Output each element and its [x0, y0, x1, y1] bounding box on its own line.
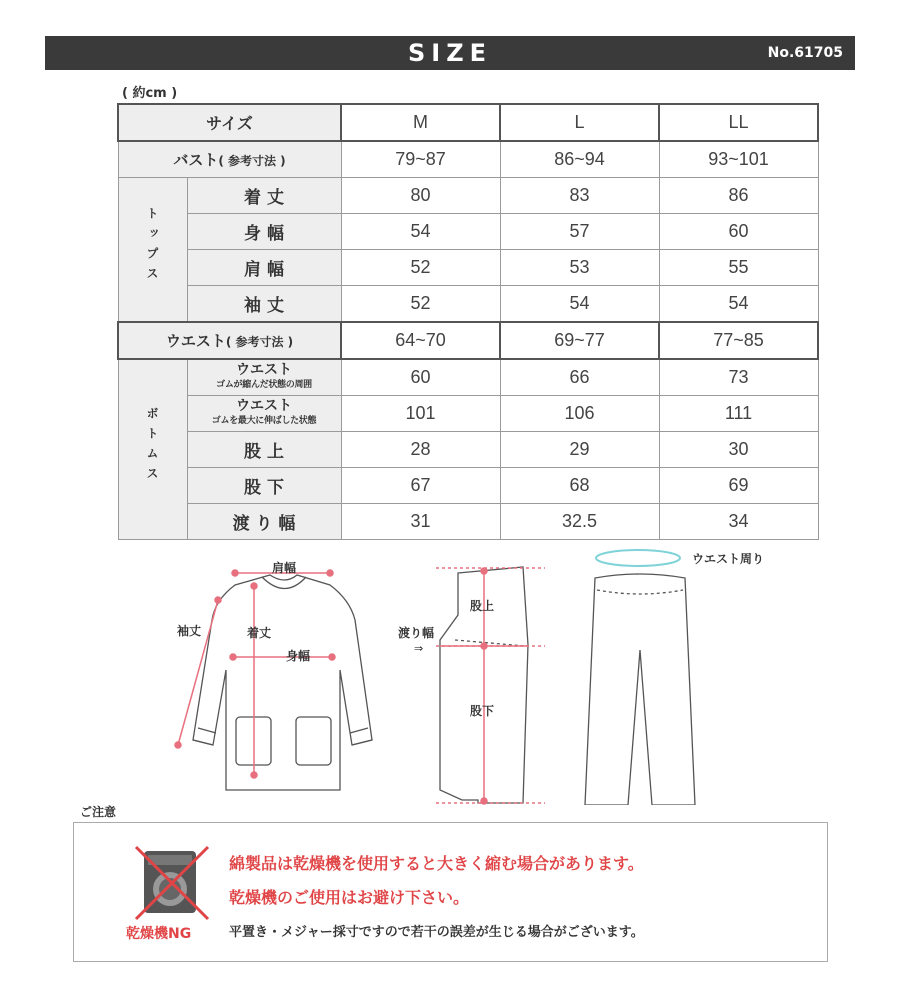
bottoms-value: 73 — [659, 359, 818, 396]
tops-value: 54 — [341, 214, 500, 250]
bottoms-row-label-cell — [187, 396, 341, 432]
bottoms-value: 101 — [341, 396, 500, 432]
bottoms-value: 28 — [341, 432, 500, 468]
waist-row — [118, 322, 818, 359]
tops-value: 52 — [341, 250, 500, 286]
thigh-label: 渡り幅 — [398, 626, 435, 640]
tops-value: 54 — [500, 286, 659, 323]
bottoms-value: 66 — [500, 359, 659, 396]
size-col-ll: LL — [659, 104, 818, 141]
bottoms-value: 32.5 — [500, 504, 659, 540]
bottoms-row-sub: ゴムが縮んだ状態の周囲 — [216, 379, 312, 390]
tops-row-label: 身 幅 — [187, 214, 341, 250]
bottoms-row-label: ウエスト — [236, 361, 292, 378]
top-measure-lines — [175, 570, 335, 778]
bottoms-row-label-cell — [187, 359, 341, 396]
tops-value: 53 — [500, 250, 659, 286]
bottoms-row — [118, 432, 818, 468]
bust-m: 79~87 — [341, 141, 500, 178]
bottoms-row-label: 股 下 — [187, 468, 341, 504]
size-header-label: サイズ — [118, 104, 341, 141]
size-col-m: M — [341, 104, 500, 141]
bottoms-value: 68 — [500, 468, 659, 504]
bottoms-row — [118, 359, 818, 396]
tops-row — [118, 286, 818, 323]
header-bar — [45, 36, 855, 70]
product-number: No.61705 — [767, 45, 843, 61]
tops-value: 52 — [341, 286, 500, 323]
bust-ll: 93~101 — [659, 141, 818, 178]
waist-label-cell — [118, 322, 341, 359]
tops-row — [118, 214, 818, 250]
bust-label: バスト — [173, 151, 219, 169]
waist-m: 64~70 — [341, 322, 500, 359]
tops-row-label: 肩 幅 — [187, 250, 341, 286]
body-width-label: 身幅 — [286, 649, 311, 663]
waist-label: ウエスト — [165, 332, 226, 350]
measurement-diagram — [160, 545, 800, 805]
notice-box — [73, 822, 828, 962]
tops-row — [118, 250, 818, 286]
bottoms-row-label: ウエスト — [236, 397, 292, 414]
top-garment-illustration — [193, 575, 372, 790]
bottoms-row — [118, 504, 818, 540]
dryer-prohibited-icon — [132, 843, 212, 923]
waist-ll: 77~85 — [659, 322, 818, 359]
bottoms-row — [118, 468, 818, 504]
bottoms-value: 29 — [500, 432, 659, 468]
waist-l: 69~77 — [500, 322, 659, 359]
waist-ring-icon — [596, 550, 680, 566]
bust-row — [118, 141, 818, 178]
pants-front-illustration — [585, 574, 695, 805]
bottoms-value: 69 — [659, 468, 818, 504]
notice-message-2: 乾燥機のご使用はお避け下さい。 — [229, 888, 470, 907]
bottoms-group-cell — [118, 359, 187, 540]
bust-l: 86~94 — [500, 141, 659, 178]
bottoms-row — [118, 396, 818, 432]
size-table — [117, 103, 819, 540]
waist-around-label: ウエスト周り — [692, 552, 765, 566]
bottoms-value: 111 — [659, 396, 818, 432]
tops-value: 60 — [659, 214, 818, 250]
tops-value: 55 — [659, 250, 818, 286]
tops-value: 57 — [500, 214, 659, 250]
inseam-label: 股下 — [470, 704, 495, 718]
bottoms-value: 60 — [341, 359, 500, 396]
waist-sub: ( 参考寸法 ) — [225, 335, 294, 349]
notice-message-1: 綿製品は乾燥機を使用すると大きく縮む場合があります。 — [229, 854, 644, 873]
notice-label: ご注意 — [80, 805, 117, 819]
tops-value: 80 — [341, 178, 500, 214]
size-col-l: L — [500, 104, 659, 141]
bust-sub: ( 参考寸法 ) — [218, 154, 286, 168]
size-header-row — [118, 104, 818, 141]
tops-row-label: 袖 丈 — [187, 286, 341, 323]
bottoms-value: 34 — [659, 504, 818, 540]
tops-value: 83 — [500, 178, 659, 214]
bottoms-row-label: 渡 り 幅 — [187, 504, 341, 540]
tops-value: 86 — [659, 178, 818, 214]
bottoms-value: 31 — [341, 504, 500, 540]
tops-group-label: トップス — [145, 207, 159, 287]
tops-row-label: 着 丈 — [187, 178, 341, 214]
bust-label-cell — [118, 141, 341, 178]
bottoms-value: 106 — [500, 396, 659, 432]
bottoms-group-label: ボトムス — [145, 407, 159, 487]
sleeve-label: 袖丈 — [177, 624, 202, 638]
shoulder-label: 肩幅 — [272, 561, 297, 575]
dryer-ng-label: 乾燥機NG — [126, 926, 192, 942]
bottoms-value: 67 — [341, 468, 500, 504]
tops-group-cell — [118, 178, 187, 323]
bottoms-row-label: 股 上 — [187, 432, 341, 468]
unit-note: ( 約cm ) — [122, 86, 178, 101]
tops-value: 54 — [659, 286, 818, 323]
length-label: 着丈 — [247, 626, 272, 640]
bottoms-row-sub: ゴムを最大に伸ばした状態 — [211, 415, 317, 426]
bottoms-value: 30 — [659, 432, 818, 468]
notice-message-3: 平置き・メジャー採寸ですので若干の誤差が生じる場合がございます。 — [229, 925, 644, 940]
tops-row — [118, 178, 818, 214]
page-title: SIZE — [407, 39, 492, 67]
rise-label: 股上 — [470, 599, 495, 613]
thigh-arrow: ⇒ — [414, 642, 424, 655]
